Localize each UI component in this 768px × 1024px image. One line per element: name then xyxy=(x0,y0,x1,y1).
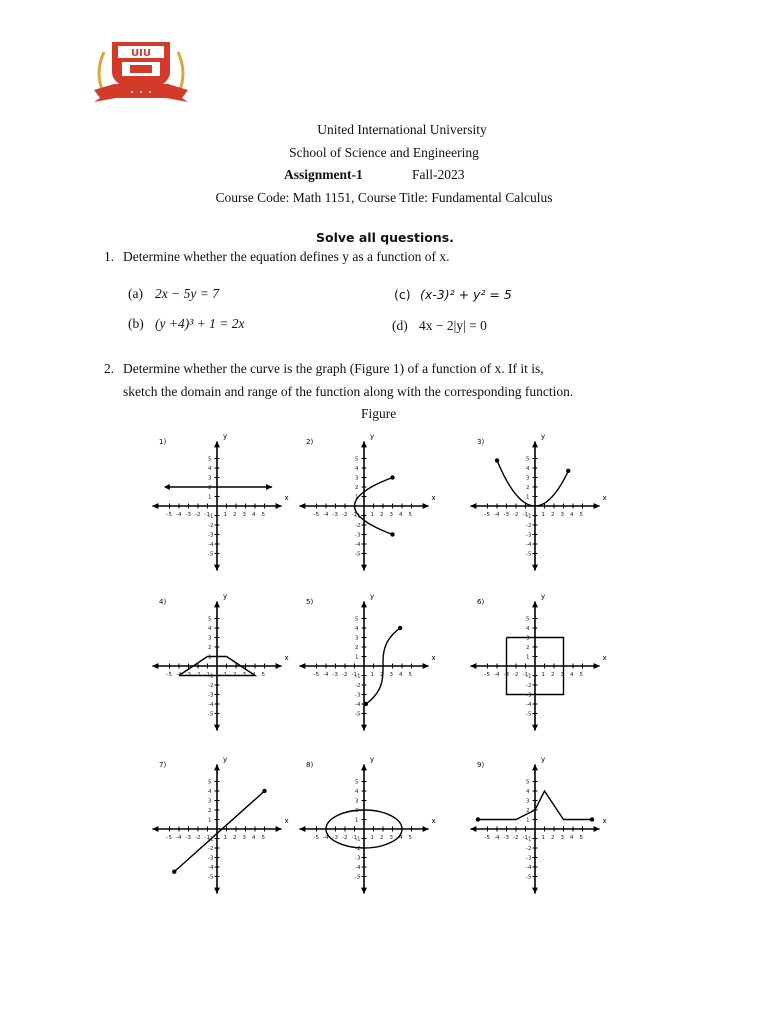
x-tick-label: 5 xyxy=(579,512,583,518)
y-tick-label: 4 xyxy=(526,789,530,795)
x-tick-label: -3 xyxy=(185,672,191,678)
y-tick-label: -2 xyxy=(355,846,361,852)
x-axis-label: x xyxy=(284,494,289,502)
y-tick-label: 1 xyxy=(355,494,359,501)
x-arrow-right xyxy=(276,826,282,832)
x-tick-label: 5 xyxy=(408,512,412,518)
x-tick-label: -1 xyxy=(351,672,357,678)
x-tick-label: -2 xyxy=(195,512,201,518)
university-name: United International University xyxy=(317,122,487,137)
y-tick-label: -1 xyxy=(208,513,214,520)
y-arrow-up xyxy=(532,601,538,607)
y-tick-label: -4 xyxy=(208,702,214,708)
y-tick-label: -5 xyxy=(526,711,532,718)
y-tick-label: -5 xyxy=(355,551,361,558)
y-axis-label: y xyxy=(370,432,375,441)
figure-panel-8 xyxy=(299,756,435,894)
y-tick-label: -3 xyxy=(208,692,214,699)
x-tick-label: -5 xyxy=(166,512,172,518)
x-axis-label: x xyxy=(602,817,607,825)
curve xyxy=(174,791,264,872)
y-tick-label: -3 xyxy=(208,532,214,539)
panel-label: 8) xyxy=(306,761,314,769)
x-tick-label: 2 xyxy=(233,672,237,678)
x-tick-label: -4 xyxy=(176,835,182,841)
y-axis-label: y xyxy=(223,592,228,601)
x-tick-label: -3 xyxy=(503,672,509,678)
x-arrow-left xyxy=(299,663,305,669)
q1-option-d-label: (d) xyxy=(392,318,408,333)
q1-option-b-label: (b) xyxy=(128,316,144,331)
panel-label: 1) xyxy=(159,438,167,446)
y-arrow-down xyxy=(532,725,538,731)
y-arrow-down xyxy=(532,565,538,571)
x-tick-label: 1 xyxy=(370,672,374,678)
x-tick-label: 5 xyxy=(579,672,583,678)
y-tick-label: 1 xyxy=(208,654,212,661)
q1-option-c-expr: (x-3)² + y² = 5 xyxy=(420,287,512,302)
x-tick-label: -5 xyxy=(166,835,172,841)
y-tick-label: -5 xyxy=(355,711,361,718)
x-tick-label: -5 xyxy=(484,672,490,678)
y-tick-label: -4 xyxy=(355,542,361,548)
y-tick-label: -2 xyxy=(526,846,532,852)
y-axis-label: y xyxy=(541,755,546,764)
x-tick-label: 4 xyxy=(570,672,574,678)
curve-arrow xyxy=(266,484,272,490)
y-tick-label: -2 xyxy=(355,523,361,529)
panel-label: 5) xyxy=(306,598,314,606)
x-arrow-left xyxy=(470,826,476,832)
x-axis-label: x xyxy=(602,654,607,662)
y-tick-label: 2 xyxy=(355,645,359,651)
y-tick-label: 3 xyxy=(526,798,530,805)
y-tick-label: 4 xyxy=(208,626,212,632)
x-arrow-right xyxy=(276,503,282,509)
x-tick-label: -3 xyxy=(503,512,509,518)
y-axis-label: y xyxy=(223,755,228,764)
y-arrow-up xyxy=(532,441,538,447)
x-tick-label: -5 xyxy=(313,835,319,841)
y-tick-label: -1 xyxy=(526,673,532,680)
x-tick-label: 2 xyxy=(380,672,384,678)
x-arrow-left xyxy=(299,503,305,509)
endpoint-dot xyxy=(566,469,570,473)
y-tick-label: 4 xyxy=(355,466,359,472)
endpoint-dot xyxy=(390,532,394,536)
y-tick-label: -5 xyxy=(526,874,532,881)
x-tick-label: -1 xyxy=(351,512,357,518)
x-tick-label: 4 xyxy=(252,835,256,841)
y-arrow-up xyxy=(214,441,220,447)
x-tick-label: 1 xyxy=(223,672,227,678)
x-tick-label: 3 xyxy=(560,835,564,841)
x-tick-label: 5 xyxy=(261,672,265,678)
y-arrow-down xyxy=(361,888,367,894)
curve xyxy=(355,475,393,535)
course-info: Course Code: Math 1151, Course Title: Fundamental Calculus xyxy=(215,190,553,205)
x-tick-label: 2 xyxy=(233,512,237,518)
y-axis-label: y xyxy=(370,755,375,764)
endpoint-dot xyxy=(390,475,394,479)
y-tick-label: 3 xyxy=(208,635,212,642)
y-tick-label: -4 xyxy=(208,865,214,871)
x-arrow-right xyxy=(423,663,429,669)
x-tick-label: -5 xyxy=(166,672,172,678)
x-tick-label: 3 xyxy=(389,672,393,678)
y-tick-label: 5 xyxy=(526,456,530,463)
x-tick-label: -3 xyxy=(185,835,191,841)
x-tick-label: 1 xyxy=(541,835,545,841)
x-arrow-left xyxy=(470,663,476,669)
y-tick-label: 5 xyxy=(208,616,212,623)
x-tick-label: 4 xyxy=(570,512,574,518)
x-tick-label: 2 xyxy=(551,672,555,678)
y-axis-label: y xyxy=(370,592,375,601)
figure-panel-9 xyxy=(470,756,606,894)
x-tick-label: 1 xyxy=(541,672,545,678)
x-tick-label: -2 xyxy=(513,672,519,678)
y-tick-label: -5 xyxy=(355,874,361,881)
x-arrow-right xyxy=(594,663,600,669)
x-tick-label: 1 xyxy=(370,835,374,841)
y-tick-label: 1 xyxy=(208,817,212,824)
y-tick-label: 4 xyxy=(526,626,530,632)
figure-panel-2 xyxy=(299,433,435,571)
x-tick-label: -2 xyxy=(513,512,519,518)
y-tick-label: -4 xyxy=(208,542,214,548)
q1-text: Determine whether the equation defines y as a function of x. xyxy=(123,249,450,264)
q1-option-c-label: (c) xyxy=(394,287,411,302)
q1-option-b-expr: (y +4)³ + 1 = 2x xyxy=(155,316,245,331)
panel-label: 9) xyxy=(477,761,485,769)
y-tick-label: 4 xyxy=(208,789,212,795)
logo-text: UIU xyxy=(131,48,151,59)
instruction: Solve all questions. xyxy=(316,230,454,245)
endpoint-dot xyxy=(590,817,594,821)
x-tick-label: 2 xyxy=(380,512,384,518)
x-tick-label: 3 xyxy=(389,512,393,518)
x-tick-label: -4 xyxy=(494,672,500,678)
curve xyxy=(497,460,568,506)
y-axis-label: y xyxy=(541,592,546,601)
x-arrow-right xyxy=(276,663,282,669)
y-tick-label: 3 xyxy=(355,798,359,805)
y-tick-label: -4 xyxy=(355,702,361,708)
y-tick-label: -5 xyxy=(208,874,214,881)
figure-panel-1 xyxy=(152,433,288,571)
y-tick-label: 2 xyxy=(355,485,359,491)
y-tick-label: 4 xyxy=(526,466,530,472)
x-tick-label: -3 xyxy=(332,672,338,678)
y-tick-label: -4 xyxy=(526,542,532,548)
y-tick-label: -1 xyxy=(355,836,361,843)
x-tick-label: 4 xyxy=(252,672,256,678)
x-tick-label: -3 xyxy=(503,835,509,841)
x-tick-label: -4 xyxy=(323,835,329,841)
y-tick-label: 1 xyxy=(526,817,530,824)
curve xyxy=(507,635,564,695)
x-tick-label: -1 xyxy=(522,835,528,841)
y-tick-label: 3 xyxy=(355,475,359,482)
x-arrow-right xyxy=(594,826,600,832)
curve xyxy=(366,628,400,704)
x-axis-label: x xyxy=(284,817,289,825)
endpoint-dot xyxy=(476,817,480,821)
x-tick-label: -4 xyxy=(494,512,500,518)
y-tick-label: 3 xyxy=(208,798,212,805)
x-tick-label: -2 xyxy=(342,512,348,518)
term: Fall-2023 xyxy=(412,167,465,182)
endpoint-dot xyxy=(364,702,368,706)
y-tick-label: 2 xyxy=(526,485,530,491)
x-tick-label: -3 xyxy=(332,835,338,841)
y-tick-label: 5 xyxy=(208,456,212,463)
y-arrow-down xyxy=(532,888,538,894)
y-tick-label: 3 xyxy=(208,475,212,482)
q2-text-line1: Determine whether the curve is the graph (Figure 1) of a function of x. If it is, xyxy=(123,361,544,376)
y-tick-label: -5 xyxy=(208,711,214,718)
y-tick-label: -3 xyxy=(355,532,361,539)
x-arrow-left xyxy=(299,826,305,832)
y-tick-label: -4 xyxy=(526,865,532,871)
x-tick-label: -2 xyxy=(342,672,348,678)
x-tick-label: -2 xyxy=(342,835,348,841)
x-tick-label: -4 xyxy=(323,672,329,678)
x-tick-label: -1 xyxy=(204,512,210,518)
x-arrow-left xyxy=(152,503,158,509)
x-tick-label: 4 xyxy=(252,512,256,518)
x-tick-label: 5 xyxy=(261,512,265,518)
figure-panel-3 xyxy=(470,433,606,571)
y-tick-label: 3 xyxy=(526,635,530,642)
y-tick-label: 5 xyxy=(355,456,359,463)
y-tick-label: -1 xyxy=(526,513,532,520)
q1-option-d-expr: 4x − 2|y| = 0 xyxy=(419,318,487,333)
x-tick-label: -2 xyxy=(195,835,201,841)
x-tick-label: 2 xyxy=(233,835,237,841)
y-tick-label: -2 xyxy=(208,683,214,689)
x-tick-label: 5 xyxy=(408,835,412,841)
x-tick-label: -4 xyxy=(176,512,182,518)
y-tick-label: 4 xyxy=(355,789,359,795)
y-tick-label: -3 xyxy=(526,855,532,862)
x-tick-label: -1 xyxy=(351,835,357,841)
x-arrow-left xyxy=(152,663,158,669)
y-tick-label: 2 xyxy=(526,808,530,814)
y-tick-label: -2 xyxy=(208,523,214,529)
panel-label: 7) xyxy=(159,761,167,769)
x-axis-label: x xyxy=(284,654,289,662)
x-tick-label: 2 xyxy=(551,835,555,841)
q2-number: 2. xyxy=(104,361,115,376)
curve xyxy=(326,810,402,848)
y-tick-label: -1 xyxy=(355,513,361,520)
x-tick-label: 4 xyxy=(399,512,403,518)
panel-label: 4) xyxy=(159,598,167,606)
y-tick-label: -4 xyxy=(526,702,532,708)
x-tick-label: -1 xyxy=(204,672,210,678)
y-tick-label: -3 xyxy=(526,692,532,699)
x-tick-label: -3 xyxy=(332,512,338,518)
x-tick-label: -5 xyxy=(313,672,319,678)
y-tick-label: -3 xyxy=(355,692,361,699)
y-tick-label: -3 xyxy=(355,855,361,862)
x-tick-label: -4 xyxy=(323,512,329,518)
figure-panel-7 xyxy=(152,756,288,894)
x-tick-label: 1 xyxy=(370,512,374,518)
x-tick-label: -2 xyxy=(513,835,519,841)
y-tick-label: -1 xyxy=(526,836,532,843)
y-tick-label: 5 xyxy=(355,616,359,623)
y-tick-label: -2 xyxy=(526,523,532,529)
x-tick-label: -1 xyxy=(522,512,528,518)
x-tick-label: 4 xyxy=(399,672,403,678)
y-tick-label: 3 xyxy=(526,475,530,482)
y-arrow-up xyxy=(214,764,220,770)
q1-number: 1. xyxy=(104,249,115,264)
school-name: School of Science and Engineering xyxy=(289,145,479,160)
curve xyxy=(179,654,255,676)
x-tick-label: -2 xyxy=(195,672,201,678)
endpoint-dot xyxy=(262,789,266,793)
y-arrow-up xyxy=(214,601,220,607)
figure-panel-5 xyxy=(299,593,435,731)
x-tick-label: -1 xyxy=(522,672,528,678)
y-arrow-down xyxy=(214,888,220,894)
x-tick-label: -5 xyxy=(484,835,490,841)
y-tick-label: -2 xyxy=(526,683,532,689)
y-tick-label: -2 xyxy=(355,683,361,689)
x-arrow-right xyxy=(423,503,429,509)
university-logo xyxy=(90,38,192,104)
y-tick-label: -2 xyxy=(208,846,214,852)
figure-panel-6 xyxy=(470,593,606,731)
x-axis-label: x xyxy=(431,654,436,662)
x-tick-label: -4 xyxy=(176,672,182,678)
endpoint-dot xyxy=(172,870,176,874)
x-axis-label: x xyxy=(431,494,436,502)
x-tick-label: -5 xyxy=(313,512,319,518)
q2-text-line2: sketch the domain and range of the function along with the corresponding function. xyxy=(123,384,574,399)
y-arrow-down xyxy=(361,725,367,731)
y-tick-label: -5 xyxy=(208,551,214,558)
y-tick-label: 2 xyxy=(208,485,212,491)
y-tick-label: 3 xyxy=(355,635,359,642)
y-tick-label: 1 xyxy=(526,494,530,501)
figure-panel-4 xyxy=(152,593,288,731)
panel-label: 2) xyxy=(306,438,314,446)
x-tick-label: 3 xyxy=(242,512,246,518)
y-tick-label: -1 xyxy=(355,673,361,680)
endpoint-dot xyxy=(398,626,402,630)
y-tick-label: -1 xyxy=(208,836,214,843)
x-tick-label: -5 xyxy=(484,512,490,518)
x-tick-label: 4 xyxy=(570,835,574,841)
x-tick-label: 5 xyxy=(408,672,412,678)
y-tick-label: 1 xyxy=(355,654,359,661)
endpoint-dot xyxy=(495,458,499,462)
y-tick-label: 1 xyxy=(208,494,212,501)
x-tick-label: 2 xyxy=(551,512,555,518)
panel-label: 6) xyxy=(477,598,485,606)
x-tick-label: 5 xyxy=(579,835,583,841)
y-tick-label: 1 xyxy=(526,654,530,661)
y-arrow-down xyxy=(214,725,220,731)
y-tick-label: 1 xyxy=(355,817,359,824)
x-arrow-right xyxy=(423,826,429,832)
x-tick-label: -4 xyxy=(494,835,500,841)
x-tick-label: -3 xyxy=(185,512,191,518)
x-tick-label: 1 xyxy=(541,512,545,518)
y-tick-label: 4 xyxy=(208,466,212,472)
y-tick-label: 4 xyxy=(355,626,359,632)
curve xyxy=(478,791,592,820)
y-arrow-down xyxy=(214,565,220,571)
assignment-title: Assignment-1 xyxy=(284,167,363,182)
x-arrow-right xyxy=(594,503,600,509)
y-arrow-up xyxy=(361,601,367,607)
y-tick-label: -3 xyxy=(208,855,214,862)
x-tick-label: 4 xyxy=(399,835,403,841)
y-axis-label: y xyxy=(223,432,228,441)
y-tick-label: -1 xyxy=(208,673,214,680)
y-arrow-up xyxy=(361,441,367,447)
q1-option-a-expr: 2x − 5y = 7 xyxy=(155,286,219,301)
x-tick-label: 3 xyxy=(242,672,246,678)
y-tick-label: 5 xyxy=(355,779,359,786)
y-tick-label: 5 xyxy=(526,779,530,786)
y-axis-label: y xyxy=(541,432,546,441)
panel-label: 3) xyxy=(477,438,485,446)
x-arrow-left xyxy=(152,826,158,832)
x-tick-label: 2 xyxy=(380,835,384,841)
y-arrow-down xyxy=(361,565,367,571)
x-axis-label: x xyxy=(602,494,607,502)
x-tick-label: 3 xyxy=(242,835,246,841)
y-tick-label: -5 xyxy=(526,551,532,558)
y-tick-label: 2 xyxy=(526,645,530,651)
y-arrow-up xyxy=(532,764,538,770)
figure-caption: Figure xyxy=(361,406,397,421)
x-tick-label: 5 xyxy=(261,835,265,841)
y-tick-label: 2 xyxy=(208,645,212,651)
x-tick-label: 1 xyxy=(223,835,227,841)
x-tick-label: 3 xyxy=(389,835,393,841)
x-tick-label: 3 xyxy=(560,672,564,678)
x-axis-label: x xyxy=(431,817,436,825)
y-tick-label: 5 xyxy=(526,616,530,623)
y-tick-label: 2 xyxy=(355,808,359,814)
y-tick-label: -4 xyxy=(355,865,361,871)
y-tick-label: 2 xyxy=(208,808,212,814)
y-tick-label: 5 xyxy=(208,779,212,786)
x-tick-label: 1 xyxy=(223,512,227,518)
y-arrow-up xyxy=(361,764,367,770)
curve-arrow xyxy=(164,484,170,490)
x-tick-label: -1 xyxy=(204,835,210,841)
x-tick-label: 3 xyxy=(560,512,564,518)
y-tick-label: -3 xyxy=(526,532,532,539)
x-arrow-left xyxy=(470,503,476,509)
q1-option-a-label: (a) xyxy=(128,286,143,301)
